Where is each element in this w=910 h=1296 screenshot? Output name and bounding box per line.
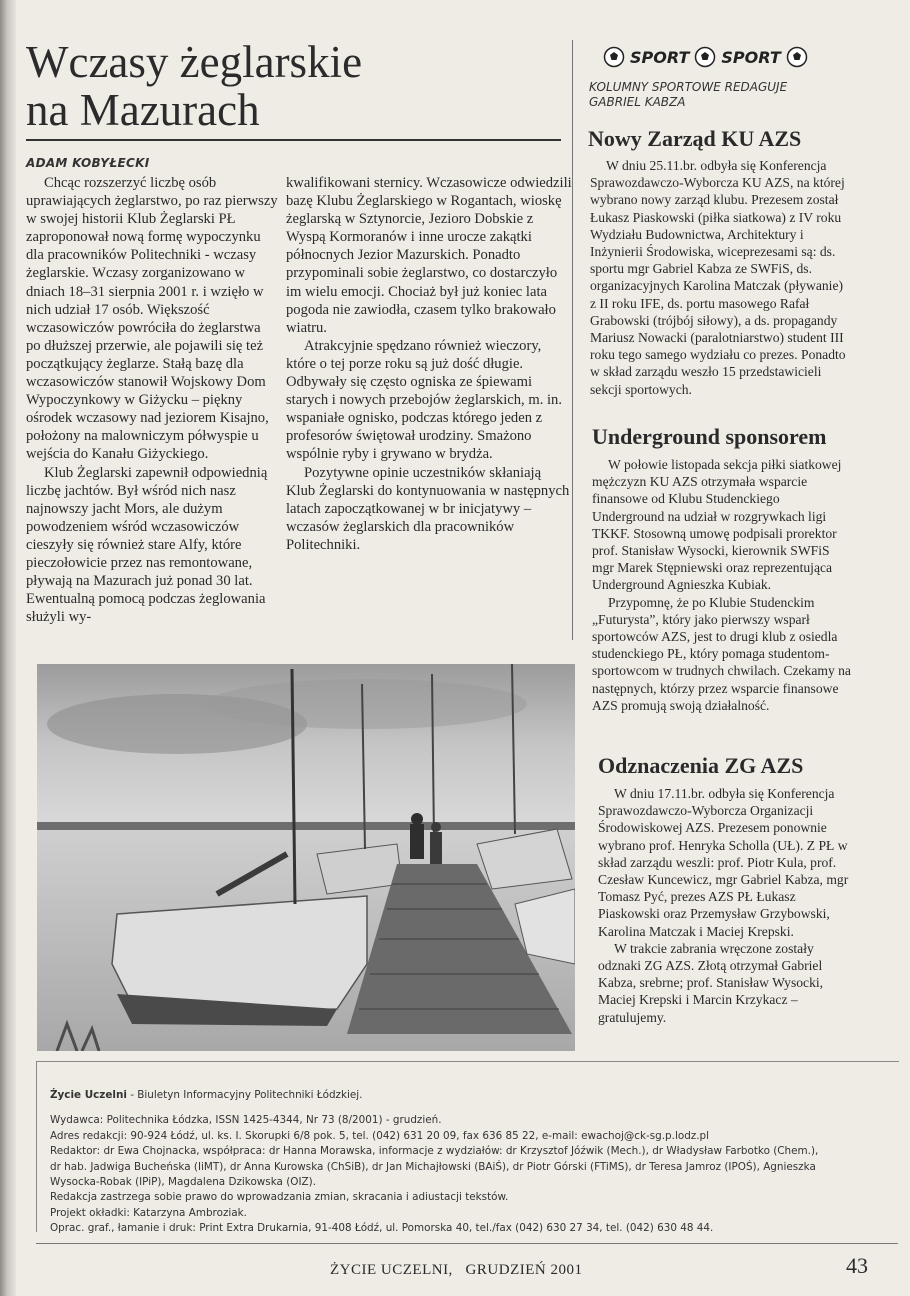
running-footer: ŻYCIE UCZELNI, GRUDZIEŃ 2001 (330, 1262, 583, 1278)
article-title (26, 38, 556, 134)
bulletin-description: - Biuletyn Informacyjny Politechniki Łódzkiej. (126, 1089, 363, 1101)
imprint-line: Projekt okładki: Katarzyna Ambroziak. (50, 1206, 247, 1219)
sport-subtitle-line1: KOLUMNY SPORTOWE REDAGUJE (589, 80, 788, 94)
imprint-text (50, 1088, 890, 1237)
imprint-line: Wysocka-Robak (IPiP), Magdalena Dzikowska (OIZ). (50, 1176, 316, 1189)
bulletin-name: Życie Uczelni (50, 1089, 127, 1101)
article-byline: ADAM KOBYŁECKI (26, 156, 150, 170)
sport-subtitle-line2: GABRIEL KABZA (589, 95, 686, 109)
marina-photo (37, 664, 575, 1051)
sport-section-2 (592, 424, 852, 714)
section-paragraph: Przypomnę, że po Klubie Studenckim „Futurysta”, który jako pierwszy wsparł sportowców AZS, jest to drugi klub z osiedla studenckiego PŁ, który pomaga studentom-sportowcom w trudnych chwilach. Czekamy na następnych, którzy przez wsparcie finansowe AZS promują swoją działalność. (592, 594, 851, 713)
section-body (598, 785, 858, 1026)
imprint-line: Wydawca: Politechnika Łódzka, ISSN 1425-4344, Nr 73 (8/2001) - grudzień. (50, 1114, 442, 1127)
section-paragraph: W dniu 25.11.br. odbyła się Konferencja Sprawozdawczo-Wyborcza KU AZS, na której wybrano nowy zarząd klubu. Prezesem został Łukasz Piaskowski (piłka siatkowa) z IV roku Wydziału Budownictwa, Architektury i Inżynierii Środowiska, wiceprezesami są: ds. sportu mgr Gabriel Kabza ze SWFiS, ds. organizacyjnych Karolina Matczak (pływanie) z II roku IFE, ds. portu masowego Rafał Grabowski (trójbój siłowy), a ds. propagandy Mariusz Nowacki (paralotniarstwo) student III roku tego samego wydziału co prezes. Ponadto w skład zarządu weszło 15 przedstawicieli sekcji sportowych. (590, 158, 846, 397)
article-paragraph: kwalifikowani sternicy. Wczasowicze odwiedzili bazę Klubu Żeglarskiego w Rogantach, wioskę żeglarską w Sztynorcie, Jezioro Dobskie z Wyspą Kormoranów i inne urocze zakątki północnych Jezior Mazurskich. Ponadto przypominali sobie żeglarstwo, co dostarczyło im wielu emocji. Chociaż był już koniec lata pogoda nie zawiodła, czasem tylko brakowało wiatru. (286, 175, 572, 336)
section-paragraph: W połowie listopada sekcja piłki siatkowej mężczyzn KU AZS otrzymała wsparcie finansowe od Klubu Studenckiego Underground na udział w rozgrywkach ligi TKKF. Stosowną umowę podpisali prorektor prof. Stanisław Wysocki, kierownik SWFiS mgr Marek Stępniewski oraz reprezentująca Underground Agnieszka Kubiak. (592, 457, 842, 593)
article-column-1 (26, 174, 278, 626)
section-heading: Odznaczenia ZG AZS (598, 753, 804, 778)
sport-subtitle (589, 80, 849, 110)
article-title-line2: na Mazurach (26, 85, 260, 135)
article-paragraph: Atrakcyjnie spędzano również wieczory, które o tej porze roku są już dość długie. Odbywały się często ogniska ze śpiewami starych i nowych przebojów żeglarskich, m. in. wspaniałe ognisko, podczas którego jeden z profesorów świętował urodziny. Smażono wspólnie ryby i grywano w brydża. (286, 337, 562, 463)
imprint-line: Redaktor: dr Ewa Chojnacka, współpraca: dr Hanna Morawska, informacje z wydziałów: dr Krzysztof Jóźwik (Mech.), dr Władysław Farbotko (Chem.), (50, 1145, 819, 1158)
football-icon (786, 46, 808, 68)
title-rule (26, 139, 561, 141)
article-paragraph: Klub Żeglarski zapewnił odpowiednią liczbę jachtów. Był wśród nich nasz najnowszy jacht Mors, ale dużym powodzeniem wśród wczasowiczów cieszyły się również stare Alfy, które pieczołowicie przez nas remontowane, pływają na Mazurach już ponad 30 lat. Ewentualną pomocą podczas żeglowania służyli wy- (26, 464, 268, 626)
sport-header (603, 44, 833, 70)
section-body (592, 456, 852, 714)
page-spine-shadow (0, 0, 16, 1296)
imprint-line: Adres redakcji: 90-924 Łódź, ul. ks. I. Skorupki 6/8 pok. 5, tel. (042) 631 20 09, fax 636 85 22, e-mail: ewachoj@ck-sg.p.lodz.pl (50, 1129, 710, 1142)
imprint-line: Oprac. graf., łamanie i druk: Print Extra Drukarnia, 91-408 Łódź, ul. Pomorska 40, tel./fax (042) 630 27 34, tel. (042) 630 48 44. (50, 1222, 714, 1235)
article-title-line1: Wczasy żeglarskie (26, 37, 363, 87)
sport-label: SPORT (630, 47, 690, 67)
article-paragraph: Pozytywne opinie uczestników skłaniają Klub Żeglarski do kontynuowania w następnych latach zapoczątkowanej w br inicjatywy – wczasów żeglarskich dla pracowników Politechniki. (286, 464, 570, 553)
article-column-2 (286, 174, 572, 554)
footer-rule (36, 1243, 898, 1244)
sport-section-1 (588, 126, 850, 398)
sport-section-3 (598, 753, 858, 1026)
bulletin-line (50, 1088, 890, 1103)
imprint-line: dr hab. Jadwiga Bucheńska (IiMT), dr Anna Kurowska (ChSiB), dr Jan Michajłowski (BAiŚ), dr Piotr Górski (FTiMS), dr Teresa Jamroz (IPOŚ), Agnieszka (50, 1160, 816, 1173)
marina-photo-illustration (37, 664, 575, 1051)
section-paragraph: W dniu 17.11.br. odbyła się Konferencja Sprawozdawczo-Wyborcza Organizacji Środowiskowej AZS. Prezesem ponownie wybrano prof. Henryka Scholla (UŁ). Z PŁ w skład zarządu weszli: prof. Piotr Kula, prof. Czesław Kuncewicz, mgr Gabriel Kabza, mgr Tomasz Pyć, prezes AZS PŁ Łukasz Piaskowski oraz Przemysław Grzybowski, Karolina Matczak i Maciej Krepski. (598, 786, 849, 939)
section-paragraph: W trakcie zabrania wręczone zostały odznaki ZG AZS. Złotą otrzymał Gabriel Kabza, srebrne; prof. Stanisław Wysocki, Maciej Krepski i Marcin Krzykacz – gratulujemy. (598, 940, 824, 1025)
football-icon (603, 46, 625, 68)
section-heading: Underground sponsorem (592, 424, 827, 449)
sport-label: SPORT (721, 47, 781, 67)
imprint-line: Redakcja zastrzega sobie prawo do wprowadzania zmian, skracania i adiustacji tekstów. (50, 1191, 509, 1204)
column-divider (572, 40, 573, 640)
section-heading: Nowy Zarząd KU AZS (588, 126, 802, 151)
article-paragraph: Chcąc rozszerzyć liczbę osób uprawiających żeglarstwo, po raz pierwszy w swojej historii Klub Żeglarski PŁ zaproponował nową formę wypoczynku dla pracowników Politechniki - wczasy żeglarskie. Wczasy zorganizowano w dniach 18–31 sierpnia 2001 r. i wzięło w nich udział 17 osób. Większość wczasowiczów powróciła do żeglarstwa po dłuższej przerwie, ale pojawili się też początkujący żeglarze. Stałą bazę dla wczasowiczów stanowił Wojskowy Dom Wypoczynkowy w Giżycku – piękny ośrodek wczasowy nad jeziorem Kisajno, położony na malowniczym półwyspie u wejścia do Kanału Giżyckiego. (26, 175, 278, 463)
section-body (590, 157, 850, 398)
page-number: 43 (846, 1253, 868, 1278)
football-icon (694, 46, 716, 68)
